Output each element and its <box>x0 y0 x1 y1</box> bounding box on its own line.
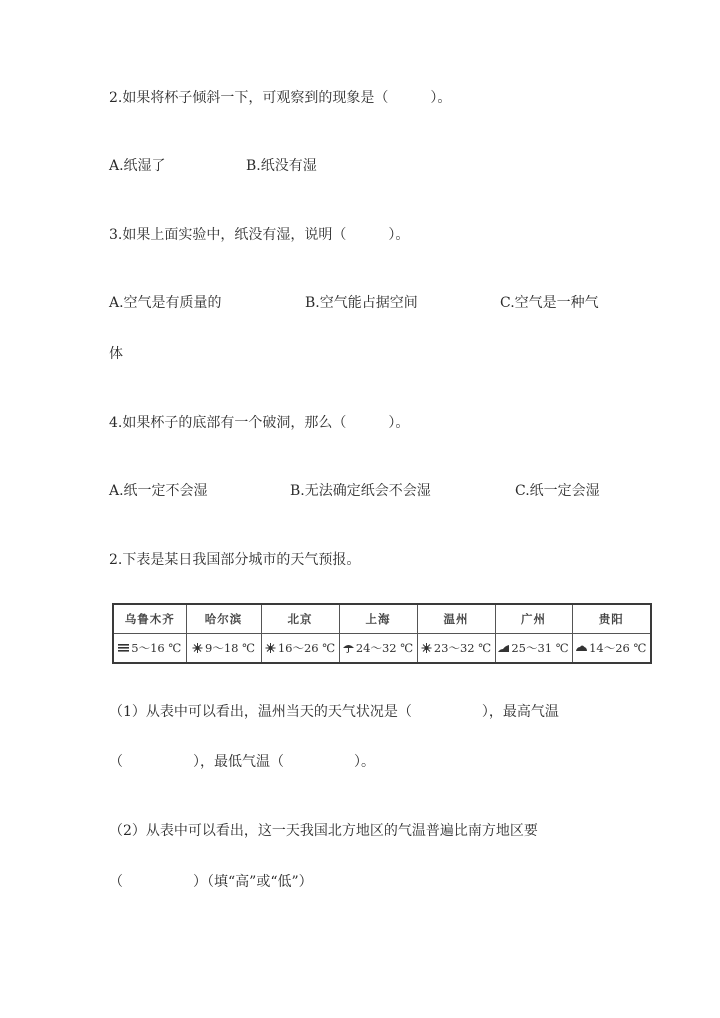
question-3-option-a: A.空气是有质量的 <box>109 295 222 311</box>
temperature-range: 14～26 ℃ <box>589 641 647 655</box>
question-3-stem: 3.如果上面实验中，纸没有湿，说明（ ）。 <box>109 227 410 243</box>
temperature-range: 25～31 ℃ <box>511 641 569 655</box>
city-cell: 北京 <box>261 604 339 634</box>
temperature-range: 16～26 ℃ <box>277 641 336 655</box>
forecast-cell <box>572 634 651 664</box>
city-cell: 贵阳 <box>572 604 651 634</box>
sub-question-2-line-1: （2）从表中可以看出，这一天我国北方地区的气温普遍比南方地区要 <box>109 823 538 839</box>
question-2-option-b: B.纸没有湿 <box>246 158 317 174</box>
city-cell: 乌鲁木齐 <box>113 604 186 634</box>
sunny-icon <box>265 643 276 653</box>
city-cell: 温州 <box>417 604 495 634</box>
sunny-icon <box>192 643 203 653</box>
city-cell: 广州 <box>495 604 572 634</box>
question-4-option-b: B.无法确定纸会不会湿 <box>290 483 431 499</box>
cloudy-icon <box>576 643 587 653</box>
sunny-icon <box>421 643 432 653</box>
temperature-range: 24～32 ℃ <box>355 641 414 655</box>
temperature-range: 9～18 ℃ <box>205 641 255 655</box>
fog-icon <box>118 643 129 653</box>
sub-question-1-line-1: （1）从表中可以看出，温州当天的天气状况是（ ），最高气温 <box>109 704 559 720</box>
weather-table-forecast-row <box>113 634 651 664</box>
question-4-option-a: A.纸一定不会湿 <box>109 483 208 499</box>
question-2-stem: 2.如果将杯子倾斜一下，可观察到的现象是（ ）。 <box>109 90 452 106</box>
section-2-title: 2.下表是某日我国部分城市的天气预报。 <box>109 552 361 568</box>
forecast-cell <box>261 634 339 664</box>
forecast-cell <box>113 634 186 664</box>
temperature-range: 5～16 ℃ <box>131 641 182 655</box>
question-3-option-b: B.空气能占据空间 <box>305 295 418 311</box>
question-3-option-c: C.空气是一种气 <box>500 295 599 311</box>
partly-cloudy-icon <box>498 643 509 653</box>
sub-question-2-line-2: （ ）（填“高”或“低”） <box>109 874 313 890</box>
forecast-cell <box>339 634 417 664</box>
weather-table-header-row <box>113 604 651 634</box>
forecast-cell <box>495 634 572 664</box>
weather-table <box>112 603 652 664</box>
rain-icon <box>343 643 354 653</box>
forecast-cell <box>417 634 495 664</box>
question-4-option-c: C.纸一定会湿 <box>515 483 600 499</box>
city-cell: 上海 <box>339 604 417 634</box>
question-2-option-a: A.纸湿了 <box>109 158 166 174</box>
city-cell: 哈尔滨 <box>186 604 261 634</box>
question-4-stem: 4.如果杯子的底部有一个破洞，那么（ ）。 <box>109 415 410 431</box>
sub-question-1-line-2: （ ），最低气温（ ）。 <box>109 754 375 770</box>
forecast-cell <box>186 634 261 664</box>
temperature-range: 23～32 ℃ <box>433 641 492 655</box>
question-3-option-c-wrap: 体 <box>109 346 123 362</box>
